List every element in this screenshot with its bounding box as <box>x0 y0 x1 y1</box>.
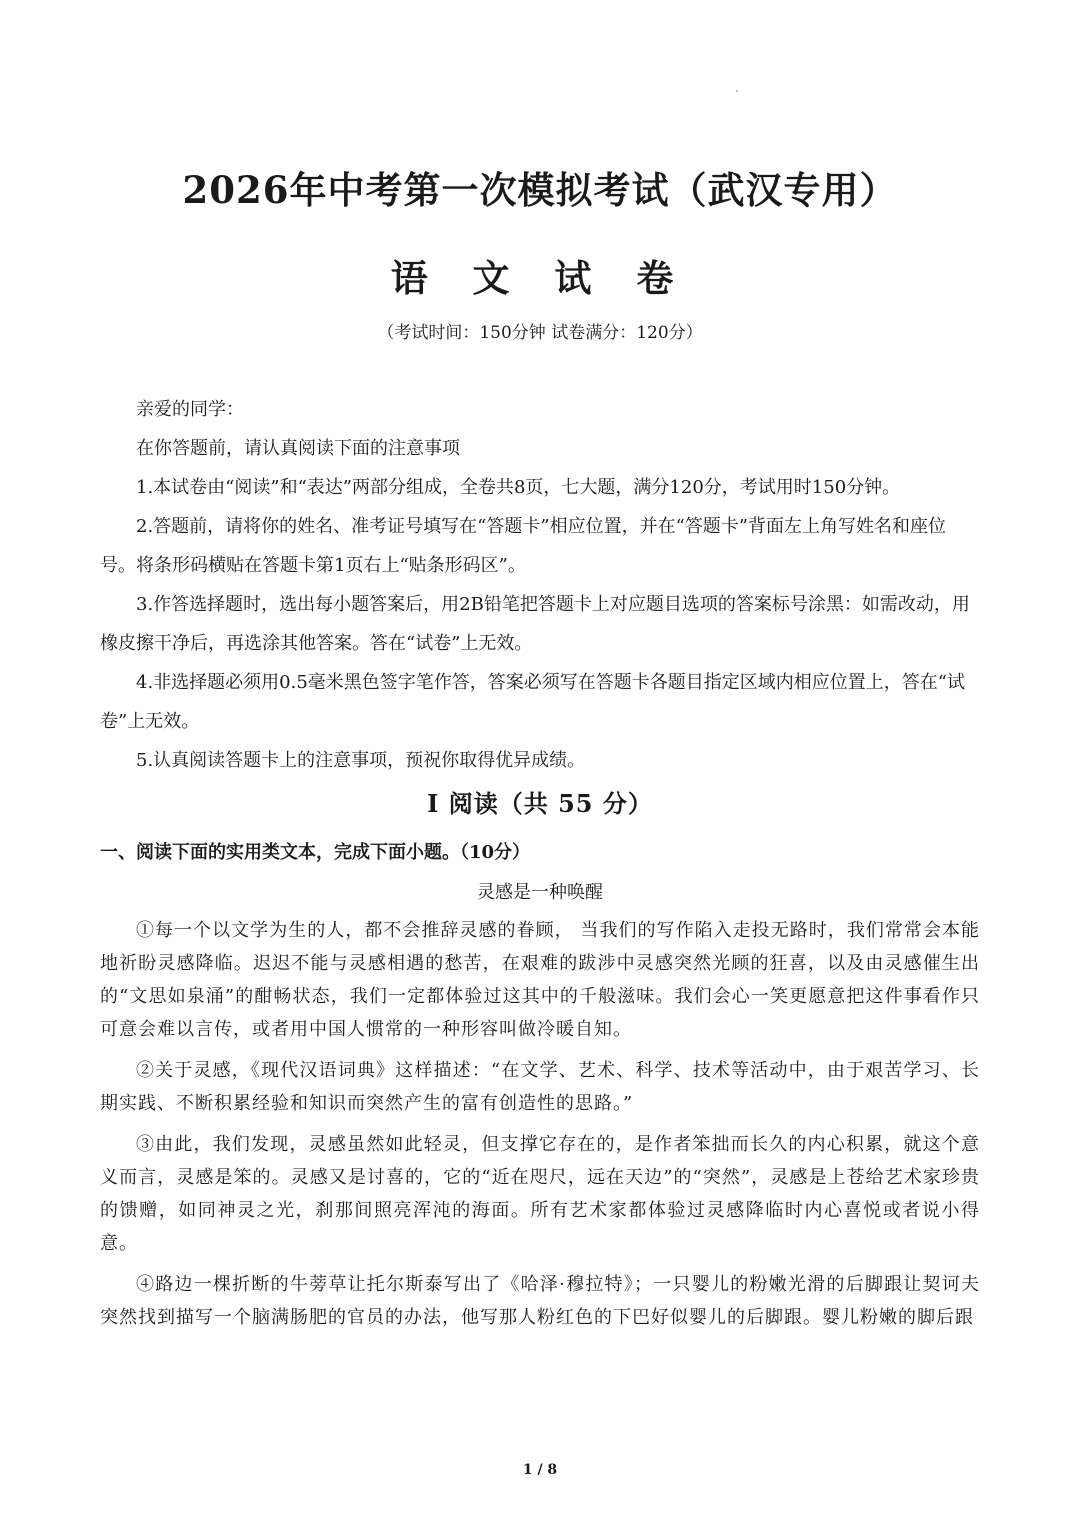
notice-item: 4.非选择题必须用0.5毫米黑色签字笔作答，答案必须写在答题卡各题目指定区域内相应位置上，答在“试卷”上无效。 <box>100 672 965 732</box>
notice-item: 2.答题前，请将你的姓名、准考证号填写在“答题卡”相应位置，并在“答题卡”背面左上角写姓名和座位号。将条形码横贴在答题卡第1页右上“贴条形码区”。 <box>100 516 946 576</box>
notice-item: 5.认真阅读答题卡上的注意事项，预祝你取得优异成绩。 <box>136 750 586 771</box>
section-title: I 阅读（共 55 分） <box>427 789 653 818</box>
article-paragraph: ②关于灵感，《现代汉语词典》这样描述：“在文学、艺术、科学、技术等活动中，由于艰苦学习、长期实践、不断积累经验和知识而突然产生的富有创造性的思路。” <box>100 1060 980 1114</box>
scan-speck <box>736 90 738 92</box>
page-number: 1 / 8 <box>522 1462 558 1478</box>
article-paragraph: ①每一个以文学为生的人，都不会推辞灵感的眷顾， 当我们的写作陷入走投无路时，我们常常会本能地祈盼灵感降临。迟迟不能与灵感相遇的愁苦，在艰难的跋涉中灵感突然光顾的狂喜，以及由灵感催生出的“文思如泉涌”的酣畅状态，我们一定都体验过这其中的千般滋味。我们会心一笑更愿意把这件事看作只可意会难以言传，或者用中国人惯常的一种形容叫做冷暖自知。 <box>100 920 980 1040</box>
article-paragraph: ③由此，我们发现，灵感虽然如此轻灵，但支撑它存在的，是作者笨拙而长久的内心积累，就这个意义而言，灵感是笨的。灵感又是讨喜的，它的“近在咫尺，远在天边”的“突然”，灵感是上苍给艺术家珍贵的馈赠，如同神灵之光，刹那间照亮浑沌的海面。所有艺术家都体验过灵感降临时内心喜悦或者说小得意。 <box>100 1134 980 1254</box>
notice-intro: 在你答题前，请认真阅读下面的注意事项 <box>136 438 460 459</box>
notice-item: 3.作答选择题时，选出每小题答案后，用2B铅笔把答题卡上对应题目选项的答案标号涂黑：如需改动，用橡皮擦干净后，再选涂其他答案。答在“试卷”上无效。 <box>100 594 970 654</box>
exam-subtitle: 语 文 试 卷 <box>390 256 690 300</box>
question-heading: 一、阅读下面的实用类文本，完成下面小题。（10分） <box>100 842 531 863</box>
article-body <box>100 914 980 1342</box>
notice-item: 1.本试卷由“阅读”和“表达”两部分组成，全卷共8页，七大题，满分120分，考试用时150分钟。 <box>136 477 901 498</box>
notice-greeting: 亲爱的同学： <box>136 399 244 420</box>
exam-title: 2026年中考第一次模拟考试（武汉专用） <box>182 168 898 212</box>
article-title: 灵感是一种唤醒 <box>477 882 603 903</box>
notice-block <box>100 390 980 780</box>
exam-info: （考试时间：150分钟 试卷满分：120分） <box>377 323 703 343</box>
article-paragraph: ④路边一棵折断的牛蒡草让托尔斯泰写出了《哈泽·穆拉特》；一只婴儿的粉嫩光滑的后脚跟让契诃夫突然找到描写一个脑满肠肥的官员的办法，他写那人粉红色的下巴好似婴儿的后脚跟。婴儿粉嫩的脚后跟 <box>100 1274 980 1328</box>
